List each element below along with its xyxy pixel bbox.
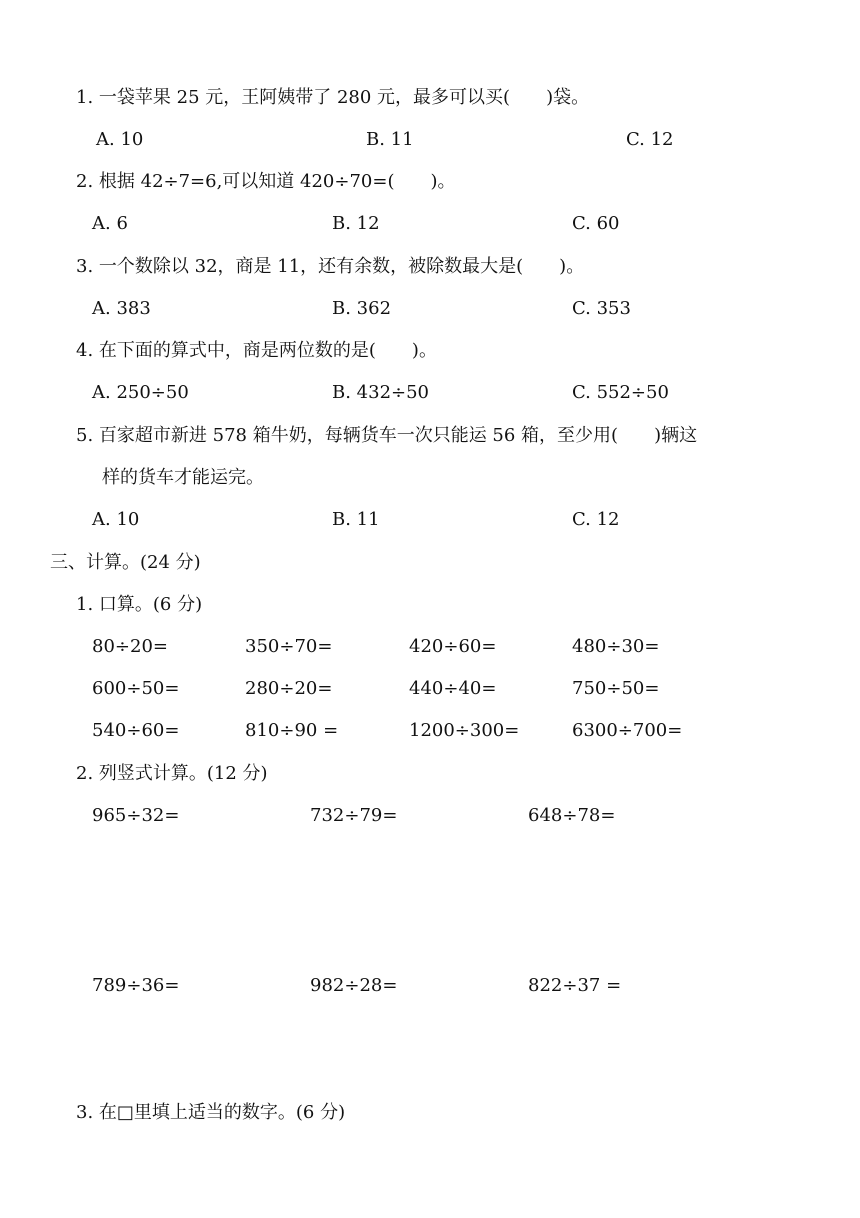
oral-calc-item: 350÷70= (245, 636, 333, 657)
vertical-calc-item: 965÷32= (92, 805, 180, 826)
question-5-text: 5. 百家超市新进 578 箱牛奶，每辆货车一次只能运 56 箱，至少用( )辆这 (76, 425, 698, 446)
question-2-option-a: A. 6 (92, 213, 128, 234)
question-1-option-b: B. 11 (366, 129, 414, 150)
question-2-option-b: B. 12 (332, 213, 380, 234)
question-2-option-c: C. 60 (572, 213, 620, 234)
oral-calc-item: 810÷90 = (245, 720, 339, 741)
question-3-option-c: C. 353 (572, 298, 631, 319)
question-5-text-continued: 样的货车才能运完。 (102, 467, 264, 488)
oral-calc-item: 540÷60= (92, 720, 180, 741)
question-3-option-a: A. 383 (92, 298, 151, 319)
question-1-option-a: A. 10 (96, 129, 144, 150)
question-3-text: 3. 一个数除以 32，商是 11，还有余数，被除数最大是( )。 (76, 256, 585, 277)
section-3-title: 三、计算。(24 分) (50, 552, 201, 573)
oral-calc-title: 1. 口算。(6 分) (76, 594, 203, 615)
question-1-option-c: C. 12 (626, 129, 674, 150)
oral-calc-item: 6300÷700= (572, 720, 683, 741)
vertical-calc-item: 982÷28= (310, 975, 398, 996)
oral-calc-item: 420÷60= (409, 636, 497, 657)
oral-calc-item: 1200÷300= (409, 720, 520, 741)
question-4-option-c: C. 552÷50 (572, 382, 669, 403)
question-5-option-b: B. 11 (332, 509, 380, 530)
oral-calc-item: 280÷20= (245, 678, 333, 699)
question-4-option-a: A. 250÷50 (92, 382, 189, 403)
oral-calc-item: 440÷40= (409, 678, 497, 699)
question-4-option-b: B. 432÷50 (332, 382, 430, 403)
vertical-calc-item: 822÷37 = (528, 975, 622, 996)
oral-calc-item: 600÷50= (92, 678, 180, 699)
vertical-calc-item: 732÷79= (310, 805, 398, 826)
question-5-option-c: C. 12 (572, 509, 620, 530)
vertical-calc-item: 789÷36= (92, 975, 180, 996)
question-1-text: 1. 一袋苹果 25 元，王阿姨带了 280 元，最多可以买( )袋。 (76, 87, 590, 108)
question-5-option-a: A. 10 (92, 509, 140, 530)
question-3-option-b: B. 362 (332, 298, 392, 319)
oral-calc-item: 480÷30= (572, 636, 660, 657)
fill-digits-title: 3. 在□里填上适当的数字。(6 分) (76, 1102, 346, 1123)
oral-calc-item: 750÷50= (572, 678, 660, 699)
vertical-calc-title: 2. 列竖式计算。(12 分) (76, 763, 268, 784)
question-4-text: 4. 在下面的算式中，商是两位数的是( )。 (76, 340, 437, 361)
oral-calc-item: 80÷20= (92, 636, 168, 657)
question-2-text: 2. 根据 42÷7=6,可以知道 420÷70=( )。 (76, 171, 456, 192)
vertical-calc-item: 648÷78= (528, 805, 616, 826)
